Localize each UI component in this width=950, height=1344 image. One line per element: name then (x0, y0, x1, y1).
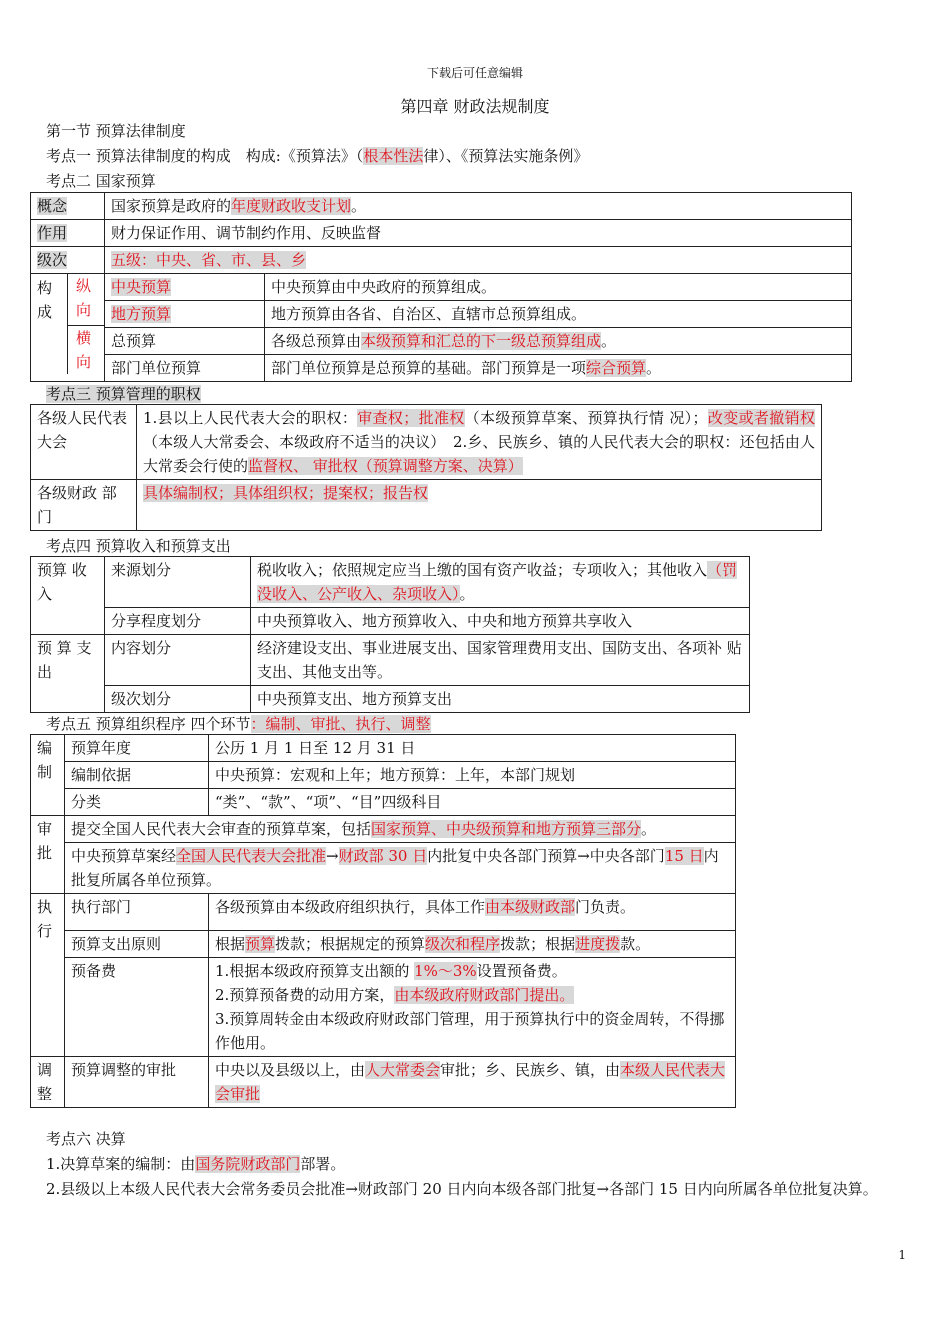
vertical-label-a: 纵 (76, 277, 92, 295)
central-budget-desc: 中央预算由中央政府的预算组成。 (265, 274, 852, 301)
reserve-text: 1.根据本级政府预算支出额的 1%～3%设置预备费。 2.预算预备费的动用方案，由本级政府财政部门提出。 3.预算周转金由本级政府财政部门管理，用于预算执行中的资金周转，不得挪作他用。 (209, 958, 736, 1057)
dept-budget-desc: 部门单位预算是总预算的基础。部门预算是一项综合预算。 (265, 355, 852, 382)
gov-text: 具体编制权；具体组织权；提案权；报告权 (137, 480, 822, 531)
table-row (31, 557, 750, 608)
kp4-title: 考点四 预算收入和预算支出 (46, 537, 231, 555)
approve-text-1: 提交全国人民代表大会审查的预算草案，包括国家预算、中央级预算和地方预算三部分。 (65, 816, 736, 843)
table-row (31, 686, 750, 713)
exec-dept-label: 执行部门 (65, 894, 209, 931)
adjust-approve-label: 预算调整的审批 (65, 1057, 209, 1108)
national-budget-table (30, 192, 852, 382)
level-text: 五级：中央、省、市、县、乡 (105, 247, 852, 274)
share-text: 中央预算收入、地方预算收入、中央和地方预算共享收入 (251, 608, 750, 635)
compile-label: 编 制 (31, 735, 65, 816)
class-text: “类”、“款”、“项”、“目”四级科目 (209, 789, 736, 816)
exec-dept-text: 各级预算由本级政府组织执行，具体工作由本级财政部门负责。 (209, 894, 736, 931)
level-div-text: 中央预算支出、地方预算支出 (251, 686, 750, 713)
composition-cell (31, 274, 105, 382)
role-label: 作用 (31, 220, 105, 247)
table-row (31, 931, 736, 958)
table-row (31, 220, 852, 247)
kp6-title: 考点六 决算 (46, 1130, 126, 1148)
principle-text: 根据预算拨款；根据规定的预算级次和程序拨款；根据进度拨款。 (209, 931, 736, 958)
reserve-label: 预备费 (65, 958, 209, 1057)
adjust-approve-text: 中央以及县级以上，由人大常委会审批；乡、民族乡、镇，由本级人民代表大会审批 (209, 1057, 736, 1108)
local-budget-desc: 地方预算由各省、自治区、直辖市总预算组成。 (265, 301, 852, 328)
table-row (31, 735, 736, 762)
table-row (31, 355, 852, 382)
table-row (31, 480, 822, 531)
kp5-line: 考点五 预算组织程序 四个环节：编制、审批、执行、调整 (46, 715, 431, 733)
table-row (31, 843, 736, 894)
expense-label: 预 算 支 出 (31, 635, 105, 713)
table-row (31, 958, 736, 1057)
authority-table (30, 404, 822, 531)
level-label: 级次 (31, 247, 105, 274)
level-div-label: 级次划分 (105, 686, 251, 713)
dept-budget: 部门单位预算 (105, 355, 265, 382)
table-row (31, 762, 736, 789)
total-budget-desc: 各级总预算由本级预算和汇总的下一级总预算组成。 (265, 328, 852, 355)
table-row (31, 894, 736, 931)
kp6-item-1: 1.决算草案的编制：由国务院财政部门部署。 (46, 1155, 346, 1173)
table-row (31, 405, 822, 480)
revenue-expense-table (30, 556, 750, 713)
principle-label: 预算支出原则 (65, 931, 209, 958)
year-text: 公历 1 月 1 日至 12 月 31 日 (209, 735, 736, 762)
table-row (31, 816, 736, 843)
adjust-label: 调 整 (31, 1057, 65, 1108)
concept-text: 国家预算是政府的年度财政收支计划。 (105, 193, 852, 220)
approve-text-2: 中央预算草案经全国人民代表大会批准→财政部 30 日内批复中央各部门预算→中央各部门15 日内批复所属各单位预算。 (65, 843, 736, 894)
npc-text: 1.县以上人民代表大会的职权：审查权；批准权（本级预算草案、预算执行情 况）；改变或者撤销权（本级人大常委会、本级政府不适当的决议） 2.乡、民族乡、镇的人民代表大会的职权：还包括由人大常委会行使的监督权、 审批权（预算调整方案、决算） (137, 405, 822, 480)
page-number: 1 (898, 1248, 906, 1262)
table-row (31, 274, 852, 301)
share-label: 分享程度划分 (105, 608, 251, 635)
source-text: 税收收入；依照规定应当上缴的国有资产收益；专项收入；其他收入（罚 没收入、公产收入、杂项收入）。 (251, 557, 750, 608)
horizontal-label-b: 向 (76, 353, 92, 371)
header-note: 下载后可任意编辑 (426, 66, 523, 80)
table-row (31, 328, 852, 355)
procedure-table (30, 734, 736, 1108)
approve-label: 审 批 (31, 816, 65, 894)
composition-label-a: 构 (37, 279, 53, 297)
execute-label: 执 行 (31, 894, 65, 1057)
table-row (31, 789, 736, 816)
table-row (31, 635, 750, 686)
kp2-title: 考点二 国家预算 (46, 172, 156, 190)
npc-label: 各级人民代表大会 (31, 405, 137, 480)
source-label: 来源划分 (105, 557, 251, 608)
section-title: 第一节 预算法律制度 (46, 122, 186, 140)
composition-label-b: 成 (37, 303, 53, 321)
table-row (31, 1057, 736, 1108)
content-text: 经济建设支出、事业进展支出、国家管理费用支出、国防支出、各项补 贴支出、其他支出等。 (251, 635, 750, 686)
kp6-item-2: 2.县级以上本级人民代表大会常务委员会批准→财政部门 20 日内向本级各部门批复→各部门 15 日内向所属各单位批复决算。 (46, 1180, 878, 1198)
chapter-title: 第四章 财政法规制度 (400, 97, 550, 116)
vertical-label-b: 向 (76, 301, 92, 319)
kp1-line: 考点一 预算法律制度的构成 构成:《预算法》（根本性法律）、《预算法实施条例》 (46, 147, 589, 165)
kp3-title: 考点三 预算管理的职权 (46, 385, 201, 403)
year-label: 预算年度 (65, 735, 209, 762)
basis-label: 编制依据 (65, 762, 209, 789)
local-budget: 地方预算 (105, 301, 265, 328)
basis-text: 中央预算：宏观和上年；地方预算：上年，本部门规划 (209, 762, 736, 789)
total-budget: 总预算 (105, 328, 265, 355)
central-budget: 中央预算 (105, 274, 265, 301)
table-row (31, 301, 852, 328)
table-row (31, 608, 750, 635)
table-row (31, 193, 852, 220)
gov-label: 各级财政 部门 (31, 480, 137, 531)
content-label: 内容划分 (105, 635, 251, 686)
revenue-label: 预算 收入 (31, 557, 105, 635)
class-label: 分类 (65, 789, 209, 816)
concept-label: 概念 (31, 193, 105, 220)
horizontal-label-a: 横 (76, 329, 92, 347)
role-text: 财力保证作用、调节制约作用、反映监督 (105, 220, 852, 247)
table-row (31, 247, 852, 274)
